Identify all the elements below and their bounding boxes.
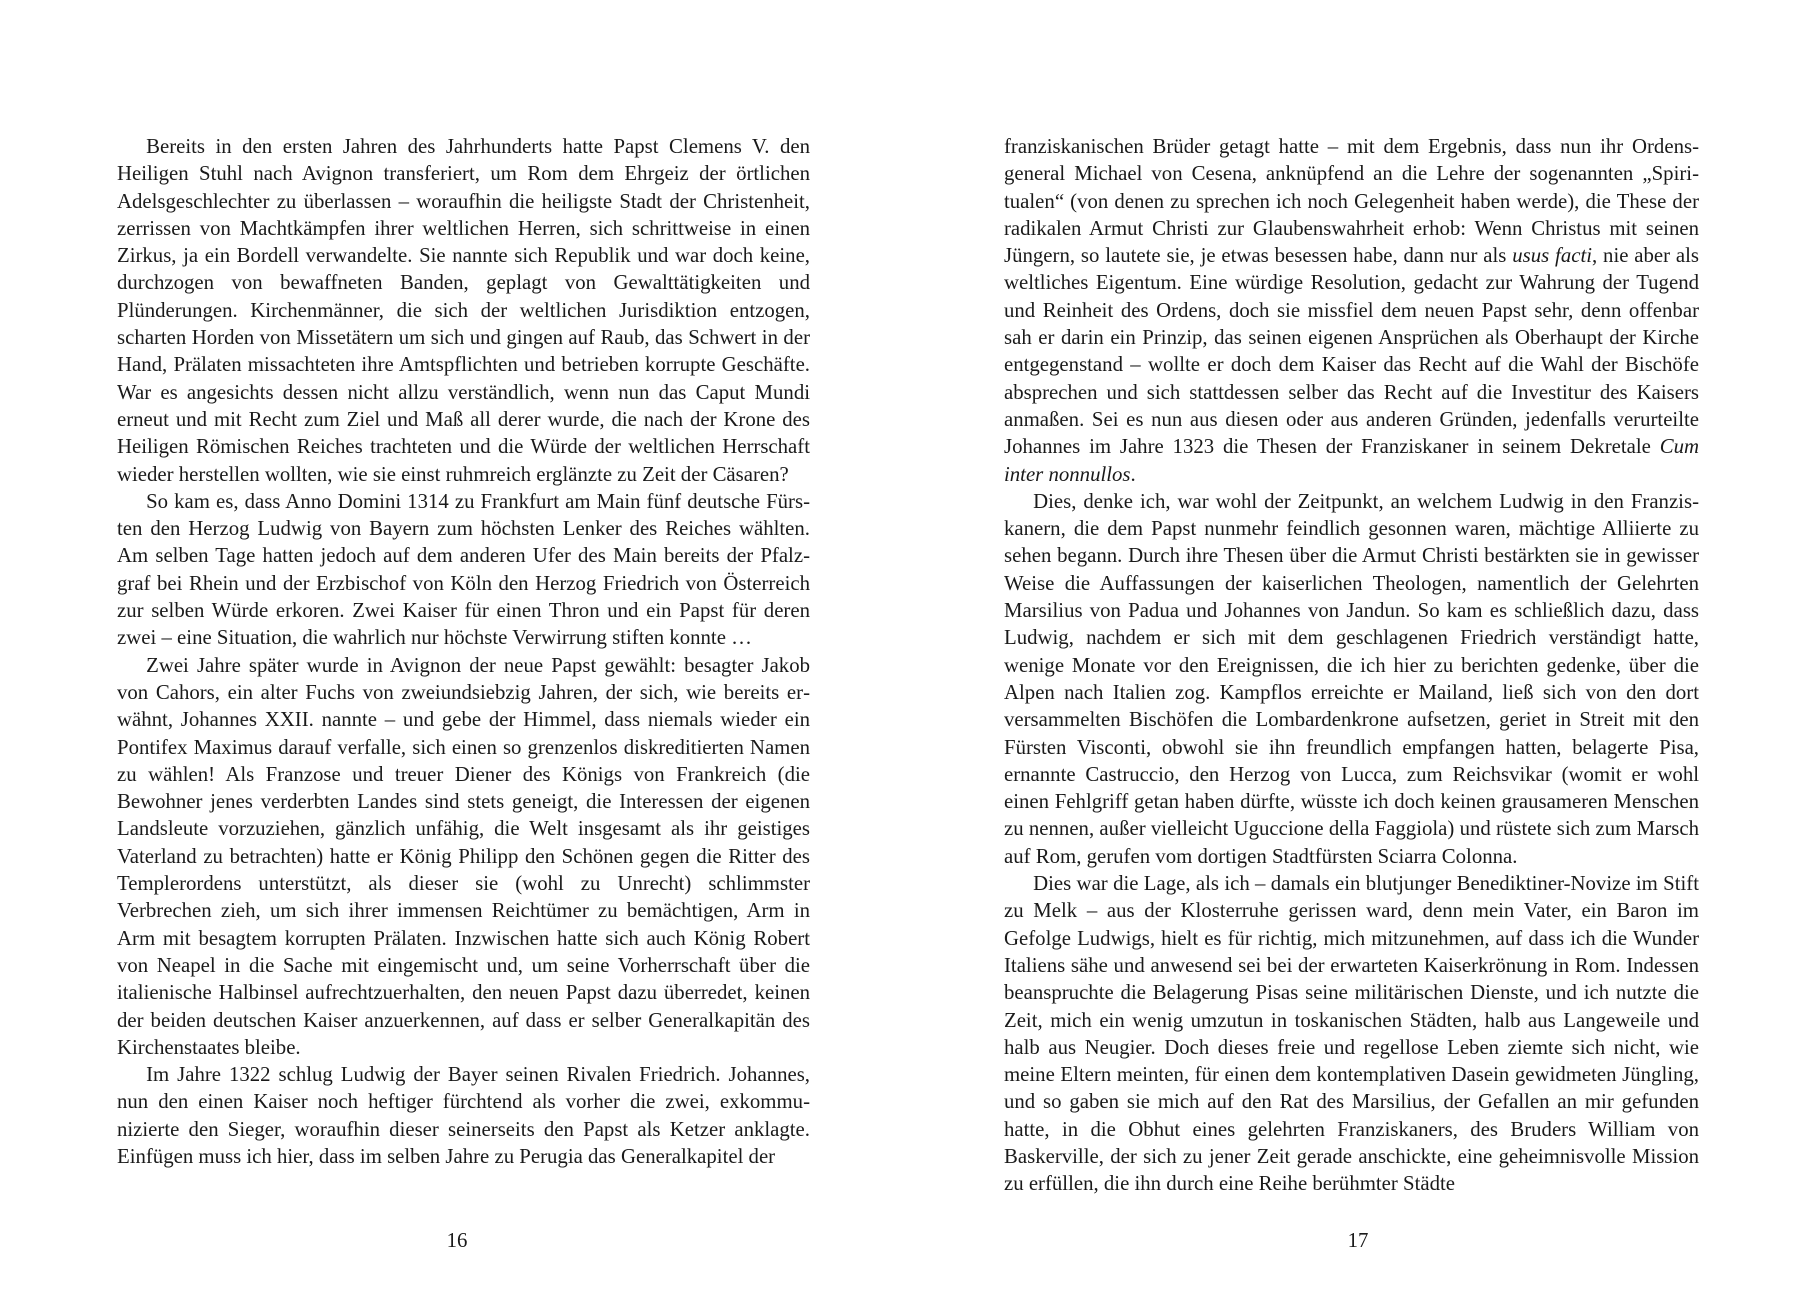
paragraph: Dies, denke ich, war wohl der Zeitpunkt, an welchem Ludwig in den Franziskanern, die dem Papst nunmehr feindlich gesonnen waren, mächtige Alliierte zu sehen begann. Durch ihre Thesen über die Armut Christi bestärkten sie in gewisser Weise die Auffassungen der kaiserlichen Theologen, namentlich der Gelehrten Marsilius von Padua und Johannes von Jandun. So kam es schließlich dazu, dass Ludwig, nachdem er sich mit dem geschlagenen Friedrich verständigt hatte, wenige Monate vor den Ereignissen, die ich hier zu berichten gedenke, über die Alpen nach Italien zog. Kampflos erreichte er Mailand, ließ sich von den dort versammelten Bischöfen die Lombardenkrone aufsetzen, geriet in Streit mit den Fürsten Visconti, obwohl sie ihn freundlich empfangen hatten, belagerte Pisa, ernannte Castruccio, den Herzog von Lucca, zum Reichsvikar (womit er wohl einen Fehlgriff getan haben dürfte, wüsste ich doch keinen grausameren Menschen zu nennen, außer vielleicht Uguccione della Faggiola) und rüstete sich zum Marsch auf Rom, gerufen vom dortigen Stadtfürsten Sciarra Colonna. (1004, 489, 1699, 868)
paragraph: Bereits in den ersten Jahren des Jahrhunderts hatte Papst Clemens V. den Heiligen Stuhl nach Avignon transferiert, um Rom dem Ehrgeiz der örtlichen Adelsgeschlechter zu überlassen – woraufhin die heiligste Stadt der Christenheit, zerrissen von Machtkämpfen ihrer weltlichen Herren, sich schrittweise in einen Zirkus, ja ein Bordell verwandelte. Sie nannte sich Republik und war doch keine, durchzogen von bewaffneten Banden, geplagt von Gewalttätigkeiten und Plünderungen. Kirchenmänner, die sich der weltlichen Jurisdiktion entzogen, scharten Horden von Missetätern um sich und gingen auf Raub, das Schwert in der Hand, Prälaten missachteten ihre Amtspflichten und betrieben korrupte Geschäfte. War es angesichts dessen nicht allzu verständlich, wenn nun das Caput Mundi erneut und mit Recht zum Ziel und Maß all derer wurde, die nach der Krone des Heiligen Römischen Reiches trachteten und die Würde der weltlichen Herrschaft wieder herstellen wollten, wie sie einst ruhmreich erglänzte zu Zeit der Cäsaren? (117, 135, 810, 486)
text-run: , nie aber als weltliches Eigentum. Eine würdige Resolution, gedacht zur Wahrung der Tugend und Reinheit des Ordens, doch sie missfiel dem neuen Papst sehr, denn offenbar sah er darin ein Prinzip, das seinen eigenen Ansprüchen als Oberhaupt der Kirche entgegenstand – wollte er doch dem Kaiser das Recht auf die Wahl der Bischöfe absprechen und sich stattdessen selber das Recht auf die Investitur des Kaisers anmaßen. Sei es nun aus diesen oder aus anderen Gründen, jedenfalls verurteilte Johannes im Jahre 1323 die Thesen der Franziskaner in seinem Dekretale (1004, 244, 1699, 459)
text-run: franziskanischen Brüder getagt hatte – mit dem Ergebnis, dass nun ihr Ordensgeneral Michael von Cesena, anknüpfend an die Lehre der sogenannten „Spiritualen“ (von denen zu sprechen ich noch Gelegenheit haben werde), die These der radikalen Armut Christi zur Glaubenswahrheit erhob: Wenn Christus mit seinen Jüngern, so lautete sie, je etwas besessen habe, dann nur als (1004, 135, 1699, 268)
right-page-text (1004, 133, 1699, 1198)
text-run: . (1130, 462, 1136, 486)
paragraph: Zwei Jahre später wurde in Avignon der neue Papst gewählt: besagter Jakob von Cahors, ein alter Fuchs von zweiundsiebzig Jahren, der sich, wie bereits erwähnt, Johannes XXII. nannte – und gebe der Himmel, dass niemals wieder ein Pontifex Maximus darauf verfalle, sich einen so grenzenlos diskreditierten Namen zu wählen! Als Franzose und treuer Diener des Königs von Frankreich (die Bewohner jenes verderbten Landes sind stets geneigt, die Interessen der eigenen Landsleute vorzuziehen, gänzlich unfähig, die Welt insgesamt als ihr geistiges Vaterland zu betrachten) hatte er König Philipp den Schönen gegen die Ritter des Templerordens unterstützt, als dieser sie (wohl zu Unrecht) schlimmster Verbrechen zieh, um sich ihrer immensen Reichtümer zu bemächtigen, Arm in Arm mit besagtem korrupten Prälaten. Inzwischen hatte sich auch König Robert von Neapel in die Sache mit eingemischt und, um seine Vorherrschaft über die italienische Halbinsel aufrechtzuerhalten, den neuen Papst dazu überredet, keinen der beiden deutschen Kaiser anzuerkennen, auf dass er selber Generalkapitän des Kirchenstaates bleibe. (117, 653, 810, 1059)
page-number: 16 (446, 1229, 468, 1252)
paragraph: So kam es, dass Anno Domini 1314 zu Frankfurt am Main fünf deutsche Fürsten den Herzog Ludwig von Bayern zum höchsten Lenker des Reiches wählten. Am selben Tage hatten jedoch auf dem anderen Ufer des Main bereits der Pfalzgraf bei Rhein und der Erzbischof von Köln den Herzog Friedrich von Österreich zur selben Würde erkoren. Zwei Kaiser für einen Thron und ein Papst für deren zwei – eine Situation, die wahrlich nur höchste Verwirrung stiften konnte … (117, 489, 810, 650)
italic-phrase: usus facti (1512, 244, 1593, 268)
page-number: 17 (1347, 1229, 1369, 1252)
paragraph-continued (1004, 133, 1699, 488)
paragraph: Dies war die Lage, als ich – damals ein blutjunger Benediktiner-Novize im Stift zu Melk – aus der Klosterruhe gerissen ward, denn mein Vater, ein Baron im Gefolge Ludwigs, hielt es für richtig, mich mitzunehmen, auf dass ich die Wunder Italiens sähe und anwesend sei bei der erwarteten Kaiserkrönung in Rom. Indessen beanspruchte die Belagerung Pisas seine militärischen Dienste, und ich nutzte die Zeit, mich ein wenig umzutun in toskanischen Städten, halb aus Langeweile und halb aus Neugier. Doch dieses freie und regellose Leben ziemte sich nicht, wie meine Eltern meinten, für einen dem kontemplativen Dasein gewidmeten Jüngling, und so gaben sie mich auf den Rat des Marsilius, der Gefallen an mir gefunden hatte, in die Obhut eines gelehrten Franziskaners, des Bruders William von Baskerville, der sich zu jener Zeit gerade anschickte, eine geheimnisvolle Mission zu erfüllen, die ihn durch eine Reihe berühmter Städte (1004, 872, 1699, 1196)
left-page-text (117, 133, 810, 1170)
italic-title: Cum inter nonnullos (1004, 435, 1699, 486)
right-page (900, 0, 1800, 1309)
paragraph: Im Jahre 1322 schlug Ludwig der Bayer seinen Rivalen Friedrich. Johannes, nun den einen Kaiser noch heftiger fürchtend als vorher die zwei, exkommunizierte den Sieger, woraufhin dieser seinerseits den Papst als Ketzer anklagte. Einfügen muss ich hier, dass im selben Jahre zu Perugia das Generalkapitel der (117, 1063, 810, 1168)
